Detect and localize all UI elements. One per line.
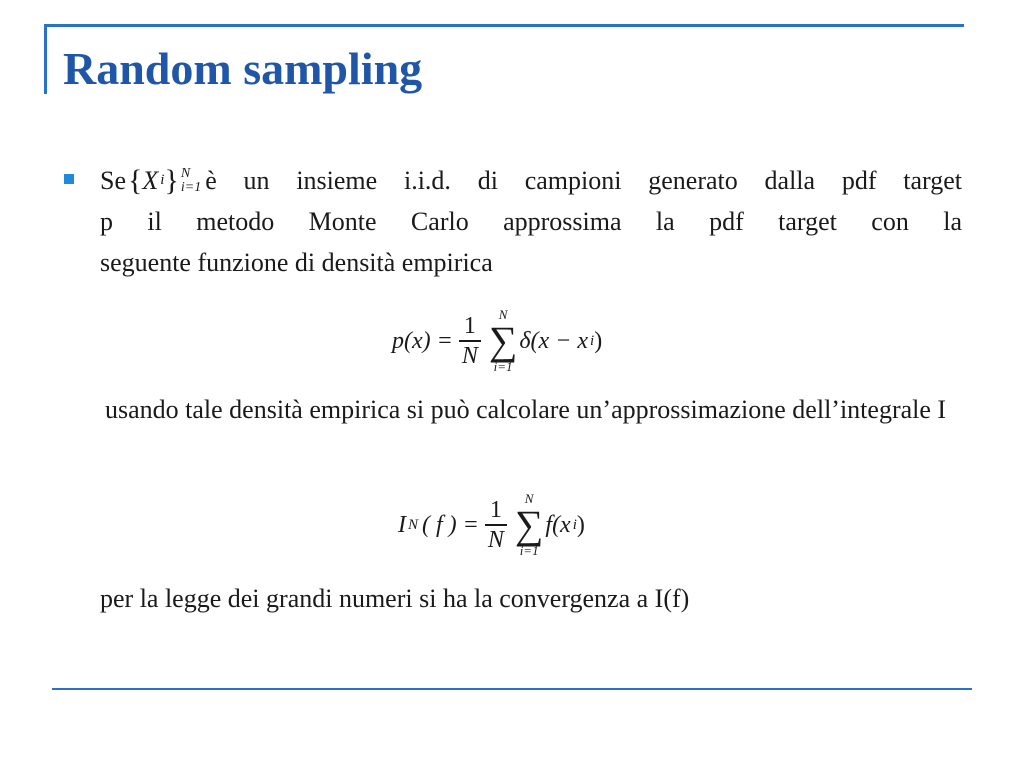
title-frame-top-rule (44, 24, 964, 27)
eq1-numerator: 1 (463, 313, 476, 340)
paragraph-intro-line3: seguente funzione di densità empirica (100, 248, 493, 277)
eq1-fraction (459, 312, 481, 370)
paragraph-convergence: per la legge dei grandi numeri si ha la convergenza a I(f) (100, 584, 690, 613)
eq2-lhs-args: ( f ) = (422, 511, 479, 538)
empirical-density-equation (392, 308, 602, 374)
square-bullet-icon (64, 174, 74, 184)
eq1-sum-lower: i=1 (493, 359, 513, 374)
eq1-lhs: p(x) = (392, 327, 453, 354)
set-subscript: i=1 (180, 179, 202, 195)
eq1-delta: δ (519, 327, 531, 354)
eq1-summation: N ∑ i=1 (488, 307, 518, 374)
eq1-args-subscript: i (590, 332, 595, 349)
eq2-args-subscript: i (572, 516, 577, 533)
set-variable: X (142, 166, 159, 195)
eq2-lhs-subscript: N (408, 516, 419, 533)
eq2-summation: N ∑ i=1 (514, 491, 544, 558)
set-variable-subscript: i (160, 172, 165, 188)
eq2-denominator: N (487, 526, 504, 553)
eq2-sum-upper: N (524, 491, 534, 506)
eq2-args: (x (552, 511, 571, 538)
line1-rest-text: è un insieme i.i.d. di campioni generato dalla pdf target (205, 166, 962, 195)
eq2-sum-lower: i=1 (519, 543, 539, 558)
eq1-sum-upper: N (498, 307, 508, 322)
set-superscript: N (180, 165, 191, 181)
paragraph-intro-line1 (100, 160, 962, 201)
eq2-f: f (545, 511, 553, 538)
footer-rule (52, 688, 972, 690)
eq2-fraction (485, 496, 507, 554)
eq1-args: (x − x (530, 327, 589, 354)
eq1-denominator: N (461, 342, 478, 369)
sample-set-notation: { X i } N i=1 (128, 160, 201, 201)
title-frame-left-rule (44, 24, 47, 94)
paragraph-integral: usando tale densità empirica si può calcolare un’approssimazione dell’integrale I (105, 395, 947, 424)
eq1-close: ) (594, 327, 603, 354)
lead-word: Se (100, 166, 126, 195)
paragraph-intro (100, 160, 962, 283)
eq2-close: ) (576, 511, 585, 538)
eq2-numerator: 1 (489, 497, 502, 524)
slide-title: Random sampling (63, 43, 423, 94)
paragraph-intro-line2: p il metodo Monte Carlo approssima la pdf target con la (100, 207, 962, 236)
integral-estimate-equation (398, 492, 585, 558)
eq2-lhs-I: I (398, 511, 406, 538)
